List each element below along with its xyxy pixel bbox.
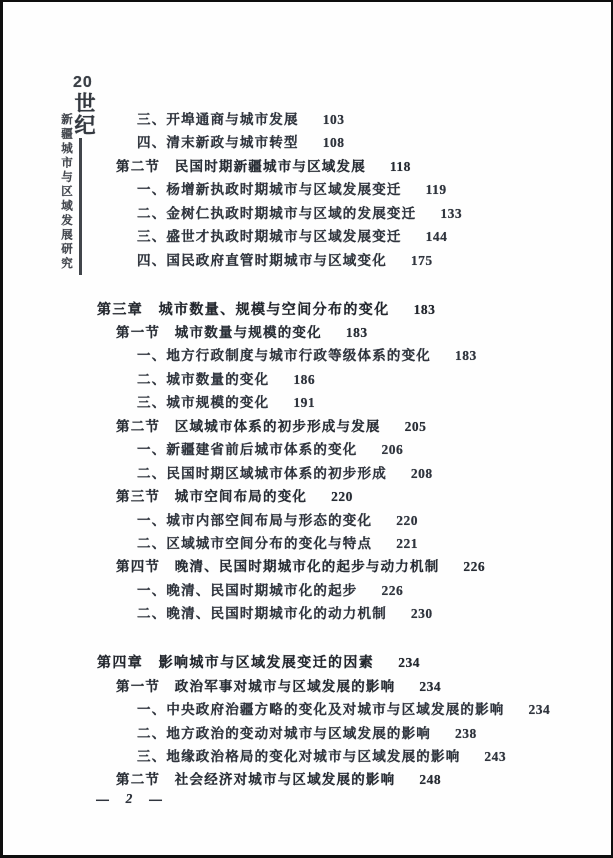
toc-entry-title: 四、清末新政与城市转型 [137,135,299,151]
toc-entry-title: 一、新疆建省前后城市体系的变化 [137,442,358,458]
toc-entry-title: 一、杨增新执政时期城市与区域发展变迁 [137,182,402,198]
toc-entry-page: 230 [410,606,433,622]
toc-entry-page: 234 [528,702,551,718]
toc-entry-page: 103 [322,112,345,127]
toc-entry-page: 118 [389,158,411,174]
toc-entry-title: 三、城市规模的变化 [137,395,270,411]
toc-entry-page: 119 [425,182,447,198]
toc-entry [97,178,577,201]
toc-entry-page: 183 [413,301,436,317]
toc-entry-page: 238 [455,725,477,741]
toc-entry-title: 一、中央政府治疆方略的变化及对城市与区域发展的影响 [137,702,505,718]
toc-entry-page: 133 [440,205,463,221]
toc-entry-title: 一、晚清、民国时期城市化的起步 [137,582,358,598]
toc-entry-title: 第四节 晚清、民国时期城市化的起步与动力机制 [116,559,440,575]
toc-entry-title: 二、区域城市空间分布的变化与特点 [137,535,373,551]
toc-entry [97,249,577,272]
toc-entry [97,391,577,414]
toc-entry [97,675,577,698]
spine-title-century: 世纪 [72,92,95,136]
toc-entry-page: 220 [331,489,353,505]
toc-entry [97,298,577,321]
toc-entry-title: 第二节 区域城市体系的初步形成与发展 [116,418,381,434]
toc-entry-page: 205 [404,418,427,434]
spine-vertical-rule [79,138,82,275]
toc-entry [97,555,577,578]
toc-entry-title: 二、民国时期区域城市体系的初步形成 [137,465,387,481]
spine-volume-number: 20 [73,74,93,91]
toc-entry-title: 四、国民政府直管时期城市与区域变化 [137,252,387,268]
toc-entry [97,202,577,225]
page-footer [96,791,162,807]
toc-entry [97,321,577,344]
toc-entry-title: 第三章 城市数量、规模与空间分布的变化 [97,300,390,317]
toc-entry-page: 248 [419,772,442,788]
toc-entry-title: 二、城市数量的变化 [137,371,270,387]
toc-entry-title: 二、晚清、民国时期城市化的动力机制 [137,606,387,622]
toc-entry-title: 一、城市内部空间布局与形态的变化 [137,512,373,528]
footer-page-number: 2 [125,791,133,806]
toc-entry-page: 183 [345,325,368,340]
toc-entry-title: 二、金树仁执政时期城市与区域的发展变迁 [137,205,417,221]
toc-entry [97,344,577,367]
toc-entry-title: 第二节 民国时期新疆城市与区域发展 [116,158,366,174]
toc-entry-title: 三、开埠通商与城市发展 [137,112,299,127]
toc-entry-page: 220 [396,512,418,528]
toc-entry [97,579,577,602]
toc-entry [97,462,577,485]
toc-entry [97,368,577,391]
toc-entry [97,768,577,791]
toc-entry [97,532,577,555]
toc-list [97,108,577,792]
toc-entry-page: 234 [419,678,442,694]
toc-entry-page: 108 [322,135,345,151]
toc-entry-title: 第四章 影响城市与区域发展变迁的因素 [97,654,375,671]
toc-entry-page: 208 [410,465,433,481]
toc-entry [97,698,577,721]
toc-entry-page: 175 [410,252,433,268]
toc-entry [97,602,577,625]
toc-entry [97,131,577,154]
toc-entry [97,485,577,508]
toc-entry-title: 二、地方政治的变动对城市与区域发展的影响 [137,725,431,741]
toc-entry-page: 144 [425,229,448,245]
toc-entry-page: 191 [293,395,316,411]
footer-dash-right: — [149,791,162,807]
toc-entry-title: 三、盛世才执政时期城市与区域发展变迁 [137,229,402,245]
toc-entry-title: 三、地缘政治格局的变化对城市与区域发展的影响 [137,748,461,764]
toc-entry [97,108,577,131]
toc-entry-title: 一、地方行政制度与城市行政等级体系的变化 [137,348,431,364]
toc-entry [97,415,577,438]
toc-entry-page: 226 [463,559,486,575]
toc-entry-page: 186 [293,371,316,387]
toc-entry [97,509,577,532]
toc-entry-page: 226 [381,582,404,598]
toc-entry [97,155,577,178]
toc-entry-page: 221 [396,535,418,551]
footer-dash-left: — [96,791,109,807]
toc-entry-title: 第二节 社会经济对城市与区域发展的影响 [116,772,396,788]
toc-entry-title: 第一节 政治军事对城市与区域发展的影响 [116,678,396,694]
toc-entry-page: 206 [381,442,404,458]
toc-entry [97,722,577,745]
toc-entry-page: 243 [484,748,507,764]
toc-entry [97,651,577,674]
toc-entry-page: 183 [455,348,477,364]
toc-entry [97,438,577,461]
toc-entry-title: 第三节 城市空间布局的变化 [116,489,308,505]
toc-entry [97,225,577,248]
toc-entry-page: 234 [398,655,420,671]
spine-title-subtitle: 新疆城市与区域发展研究 [60,113,72,272]
toc-entry-title: 第一节 城市数量与规模的变化 [116,325,322,340]
toc-entry [97,745,577,768]
